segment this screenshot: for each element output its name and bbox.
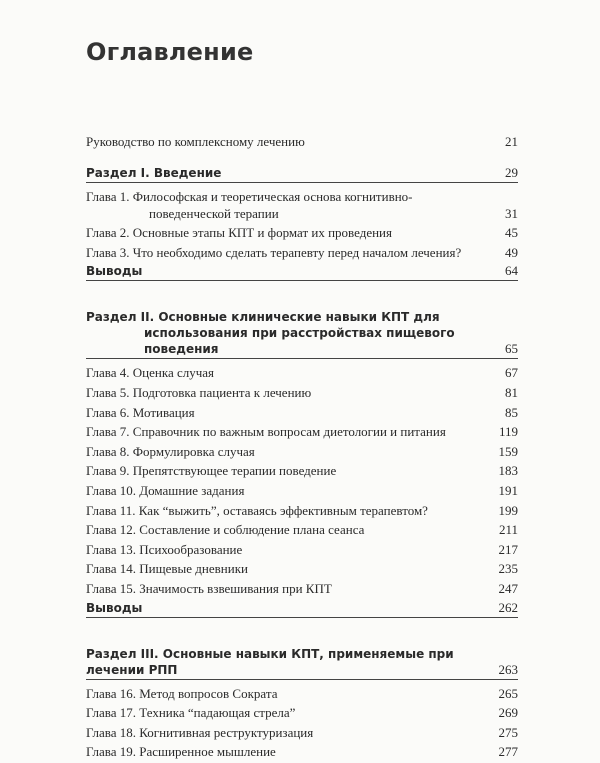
toc-page-number: 45 [505,225,518,241]
toc-page-number: 21 [505,134,518,149]
toc-entry-title: Раздел I. Введение [86,165,222,180]
toc-entry [86,188,518,222]
toc-section-heading [86,309,518,359]
toc-entry [86,704,518,721]
section-spacer [86,286,518,309]
toc-entry [86,502,518,519]
toc-entry-title: Выводы [86,600,143,615]
toc-entry-title: Глава 10. Домашние задания [86,482,245,498]
section-spacer [86,153,518,165]
toc-entry [86,685,518,702]
toc-section-heading [86,600,518,618]
toc-page-number: 199 [498,502,518,518]
toc-section-heading [86,263,518,281]
toc-page-number: 275 [498,724,518,740]
toc-entry-title: Глава 17. Техника “падающая стрела” [86,705,296,721]
toc-entry [86,244,518,261]
toc-entry [86,482,518,499]
toc-entry [86,404,518,421]
toc-page-number: 64 [505,263,518,279]
toc-page-number: 119 [498,424,518,440]
toc-entry-title: Раздел II. Основные клинические навыки КПТ для использования при расстройствах пищевого поведения [86,310,455,357]
toc-entry [86,462,518,479]
toc-page-number: 269 [498,705,518,721]
toc-entry-title: Глава 11. Как “выжить”, оставаясь эффективным терапевтом? [86,502,428,518]
toc-entry-title: Глава 12. Составление и соблюдение плана сеанса [86,522,365,538]
toc-entry-title: Глава 14. Пищевые дневники [86,561,248,577]
toc-entry [86,423,518,440]
toc-entry [86,224,518,241]
toc-page-number: 67 [505,365,518,381]
toc-page-number: 85 [505,404,518,420]
toc-page-number: 277 [498,744,518,760]
toc-entry-title: Раздел III. Основные навыки КПТ, применяемые при лечении РПП [86,646,454,677]
toc-page-number: 265 [498,685,518,701]
toc-entry-title: Выводы [86,264,143,279]
toc-entry-title: Глава 15. Значимость взвешивания при КПТ [86,580,332,596]
toc-page-number: 159 [498,443,518,459]
toc-page-number: 183 [498,463,518,479]
toc-page-number: 191 [498,482,518,498]
toc-entry-title: Глава 16. Метод вопросов Сократа [86,685,278,701]
toc-entry [86,133,518,150]
toc-page-number: 31 [505,205,518,221]
toc-page-number: 81 [505,384,518,400]
toc-entry [86,521,518,538]
toc-entry-title: Глава 5. Подготовка пациента к лечению [86,384,312,400]
toc-entry-title: Глава 8. Формулировка случая [86,443,255,459]
toc-page-number: 217 [498,541,518,557]
toc-entry [86,580,518,597]
toc-entry-title: Глава 4. Оценка случая [86,365,215,381]
toc-entry-title: Глава 6. Мотивация [86,404,195,420]
toc-section-heading [86,646,518,680]
toc-entry [86,384,518,401]
toc-entry [86,364,518,381]
toc-entry [86,743,518,760]
toc-page-number: 65 [505,341,518,357]
toc-entry-title: Глава 18. Когнитивная реструктуризация [86,724,314,740]
toc-entry-title: Глава 19. Расширенное мышление [86,744,276,760]
toc-page-number: 262 [498,599,518,615]
toc-entry-title: Глава 7. Справочник по важным вопросам диетологии и питания [86,424,446,440]
toc-page-number: 235 [498,561,518,577]
toc-entry-title: Глава 3. Что необходимо сделать терапевту перед началом лечения? [86,244,462,260]
toc-entry-title: Глава 2. Основные этапы КПТ и формат их проведения [86,225,392,241]
toc-page-number: 49 [505,244,518,260]
toc-entry-title: Глава 9. Препятствующее терапии поведение [86,463,337,479]
toc-entry [86,560,518,577]
page-title: Оглавление [86,38,254,66]
toc-page-number: 247 [498,580,518,596]
toc-page-number: 211 [498,522,518,538]
toc-entry [86,724,518,741]
section-spacer [86,623,518,646]
toc-entry [86,443,518,460]
toc-page-number: 29 [505,164,518,180]
table-of-contents [86,133,518,763]
toc-entry-title: Глава 13. Психообразование [86,541,243,557]
toc-entry-title: Глава 1. Философская и теоретическая основа когнитивно-поведенческой терапии [86,188,413,221]
toc-page-number: 263 [498,661,518,677]
toc-entry-title: Руководство по комплексному лечению [86,134,305,149]
toc-section-heading [86,165,518,183]
toc-entry [86,541,518,558]
